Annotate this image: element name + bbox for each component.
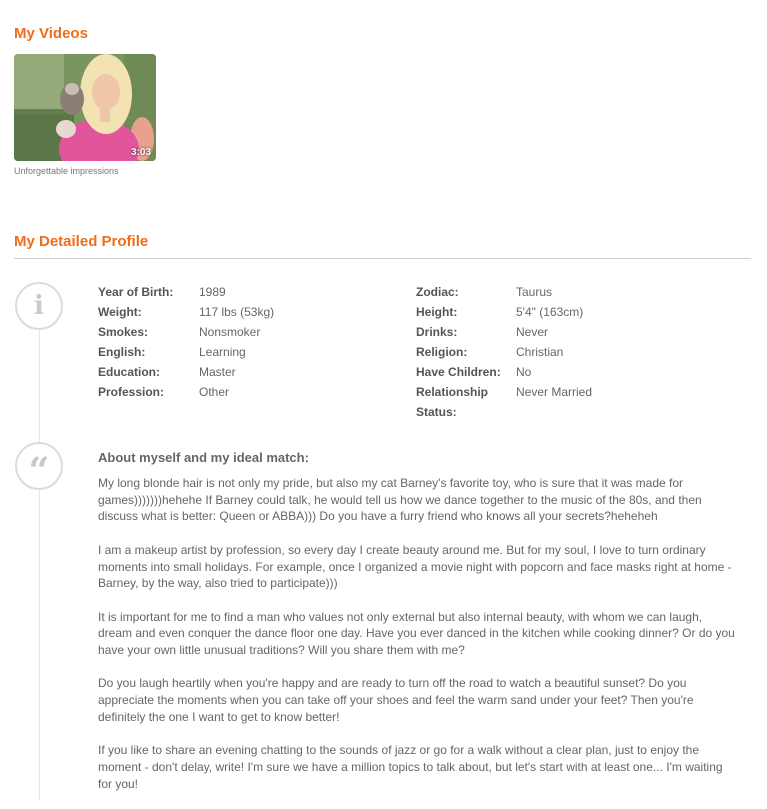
detail-row-english — [98, 342, 274, 362]
detail-label: English: — [98, 345, 146, 359]
detail-label: Smokes: — [98, 325, 149, 339]
detail-value: Christian — [516, 345, 564, 359]
about-text — [98, 475, 738, 809]
detail-row-smokes — [98, 322, 274, 342]
detail-value: 1989 — [199, 285, 226, 299]
detail-value: Learning — [199, 345, 246, 359]
detail-value: No — [516, 365, 532, 379]
about-paragraph: Do you laugh heartily when you're happy and are ready to turn off the road to watch a beautiful sunset? Do you appreciate the moments when you can take off your shoes and feel the warm sand under your feet? Then you're definitely the one I want to get to know better! — [98, 676, 694, 724]
about-title: About myself and my ideal match: — [98, 450, 309, 465]
profile-details-right — [416, 282, 592, 422]
detail-label: Year of Birth: — [98, 285, 174, 299]
detail-value: Master — [199, 365, 236, 379]
detail-label: Education: — [98, 365, 160, 379]
detail-label: Height: — [416, 305, 458, 319]
video-caption[interactable]: Unforgettable impressions — [14, 166, 119, 176]
detail-row-drinks — [416, 322, 592, 342]
quote-icon: “ — [15, 442, 63, 490]
about-paragraph: It is important for me to find a man who values not only external but also internal beauty, with whom we can laugh, dream and even conquer the dance floor one day. Have you ever danced in the kitchen while cooking dinner? Or do you have your own little unusual traditions? Will you share them with me? — [98, 609, 735, 657]
detail-row-education — [98, 362, 274, 382]
about-paragraph: I am a makeup artist by profession, so every day I create beauty around me. But for my soul, I love to turn ordinary moments into small holidays. For example, once I organized a movie night with popcorn and face masks right at home - Barney, by the way, also tried to participate))) — [98, 542, 732, 591]
detail-label: Weight: — [98, 305, 142, 319]
detail-label: Profession: — [98, 385, 165, 399]
detail-label: Religion: — [416, 345, 468, 359]
detail-row-height — [416, 302, 592, 322]
my-videos-title: My Videos — [14, 25, 88, 42]
detail-label: Drinks: — [416, 325, 458, 339]
timeline-line — [39, 330, 40, 799]
detail-value: 117 lbs (53kg) — [199, 305, 275, 319]
detail-row-religion — [416, 342, 592, 362]
detailed-profile-title: My Detailed Profile — [14, 233, 149, 250]
detail-label: Zodiac: — [416, 285, 459, 299]
video-thumbnail[interactable] — [14, 54, 156, 161]
info-icon: i — [15, 282, 63, 330]
detail-label: Relationship Status: — [416, 385, 489, 419]
detail-row-profession — [98, 382, 274, 402]
about-paragraph: My long blonde hair is not only my pride, but also my cat Barney's favorite toy, who is sure that it was made for games)))))))hehehe If Barney could talk, he would tell us how we dance together to the music of the 80s, and then discuss what is better: Queen or ABBA))) Do you have a furry friend who knows all your secrets?heheheh — [98, 476, 702, 524]
detail-row-have-children — [416, 362, 592, 382]
detail-value: Never — [516, 325, 549, 339]
video-thumbnail-image — [14, 54, 156, 161]
section-divider — [14, 258, 751, 259]
detail-row-weight — [98, 302, 274, 322]
about-paragraph: If you like to share an evening chatting to the sounds of jazz or go for a walk without a clear plan, just to enjoy the moment - don't delay, write! I'm sure we have a million topics to talk about, but let's start with at least one... I'm waiting for you! — [98, 743, 723, 791]
detail-value: 5'4" (163cm) — [516, 305, 584, 319]
video-duration: 3:03 — [130, 147, 151, 158]
detail-label: Have Children: — [416, 365, 501, 379]
detail-row-zodiac — [416, 282, 592, 302]
detail-row-year-of-birth — [98, 282, 274, 302]
detail-value: Never Married — [516, 385, 593, 399]
detail-value: Nonsmoker — [199, 325, 261, 339]
detail-value: Taurus — [516, 285, 553, 299]
detail-value: Other — [199, 385, 230, 399]
profile-details-left — [98, 282, 274, 402]
detail-row-relationship-status — [416, 382, 592, 422]
